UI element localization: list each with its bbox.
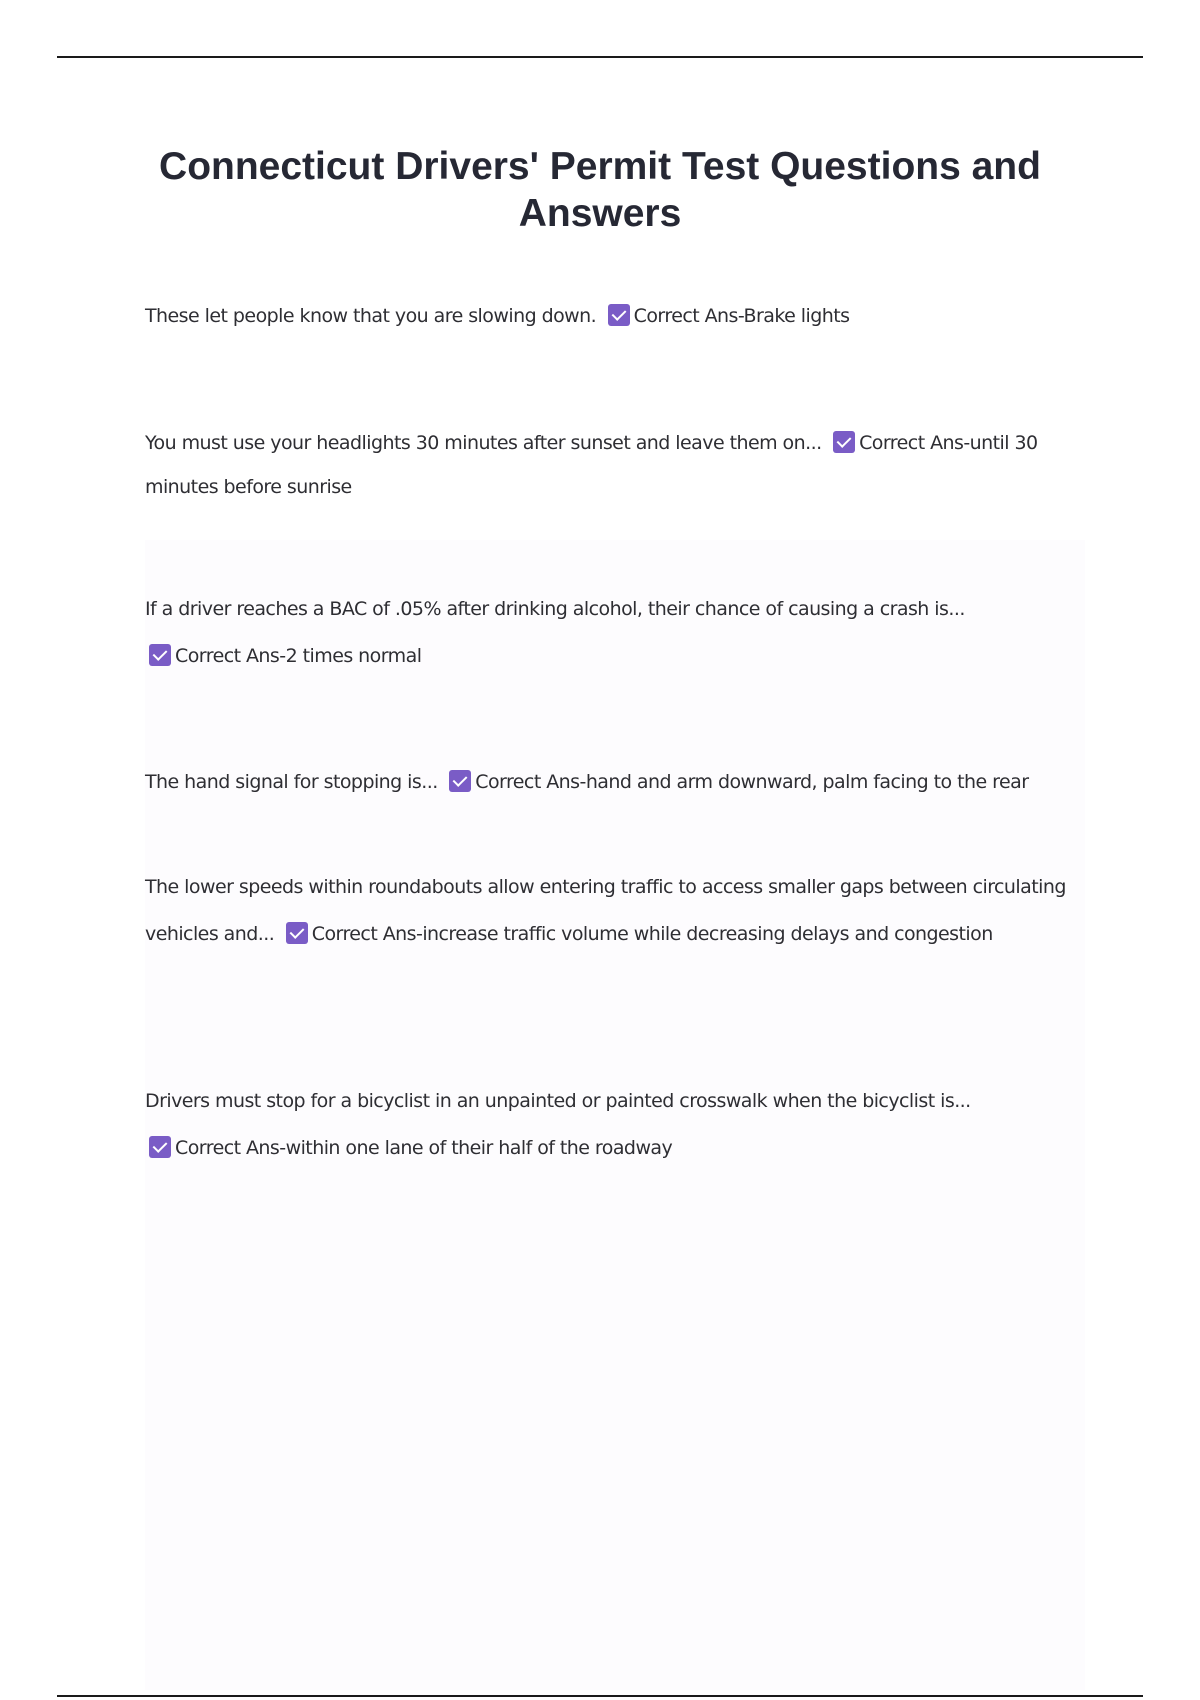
- question-text: The hand signal for stopping is...: [145, 771, 438, 793]
- qa-item-6: [145, 1078, 1090, 1172]
- answer-text: Correct Ans-until 30 minutes before sunrise: [145, 432, 1038, 498]
- header-divider: [57, 56, 1143, 58]
- question-text: If a driver reaches a BAC of .05% after drinking alcohol, their chance of causing a crash is...: [145, 598, 965, 620]
- checked-checkbox-icon: [608, 304, 630, 326]
- answer-text: Correct Ans-increase traffic volume while decreasing delays and congestion: [311, 923, 993, 945]
- question-text: Drivers must stop for a bicyclist in an unpainted or painted crosswalk when the bicyclist is...: [145, 1090, 971, 1112]
- answer-text: Correct Ans-2 times normal: [175, 645, 422, 667]
- checked-checkbox-icon: [149, 644, 171, 666]
- answer-text: Correct Ans-hand and arm downward, palm facing to the rear: [475, 771, 1029, 793]
- answer-text: Correct Ans-Brake lights: [633, 305, 850, 327]
- checked-checkbox-icon: [149, 1136, 171, 1158]
- qa-item-2: [145, 421, 1090, 509]
- qa-item-1: [145, 294, 1090, 338]
- checked-checkbox-icon: [286, 922, 308, 944]
- question-text: You must use your headlights 30 minutes after sunset and leave them on...: [145, 432, 822, 454]
- checked-checkbox-icon: [449, 770, 471, 792]
- qa-item-5: [145, 864, 1090, 958]
- answer-text: Correct Ans-within one lane of their half of the roadway: [175, 1137, 673, 1159]
- checked-checkbox-icon: [833, 431, 855, 453]
- question-text: These let people know that you are slowing down.: [145, 305, 597, 327]
- qa-item-3: [145, 586, 1090, 680]
- page-title: Connecticut Drivers' Permit Test Questions and Answers: [159, 145, 1041, 235]
- question-text: The lower speeds within roundabouts allow entering traffic to access smaller gaps between circulating vehicles and...: [145, 876, 1066, 945]
- footer-divider: [57, 1695, 1143, 1697]
- qa-item-4: [145, 760, 1090, 804]
